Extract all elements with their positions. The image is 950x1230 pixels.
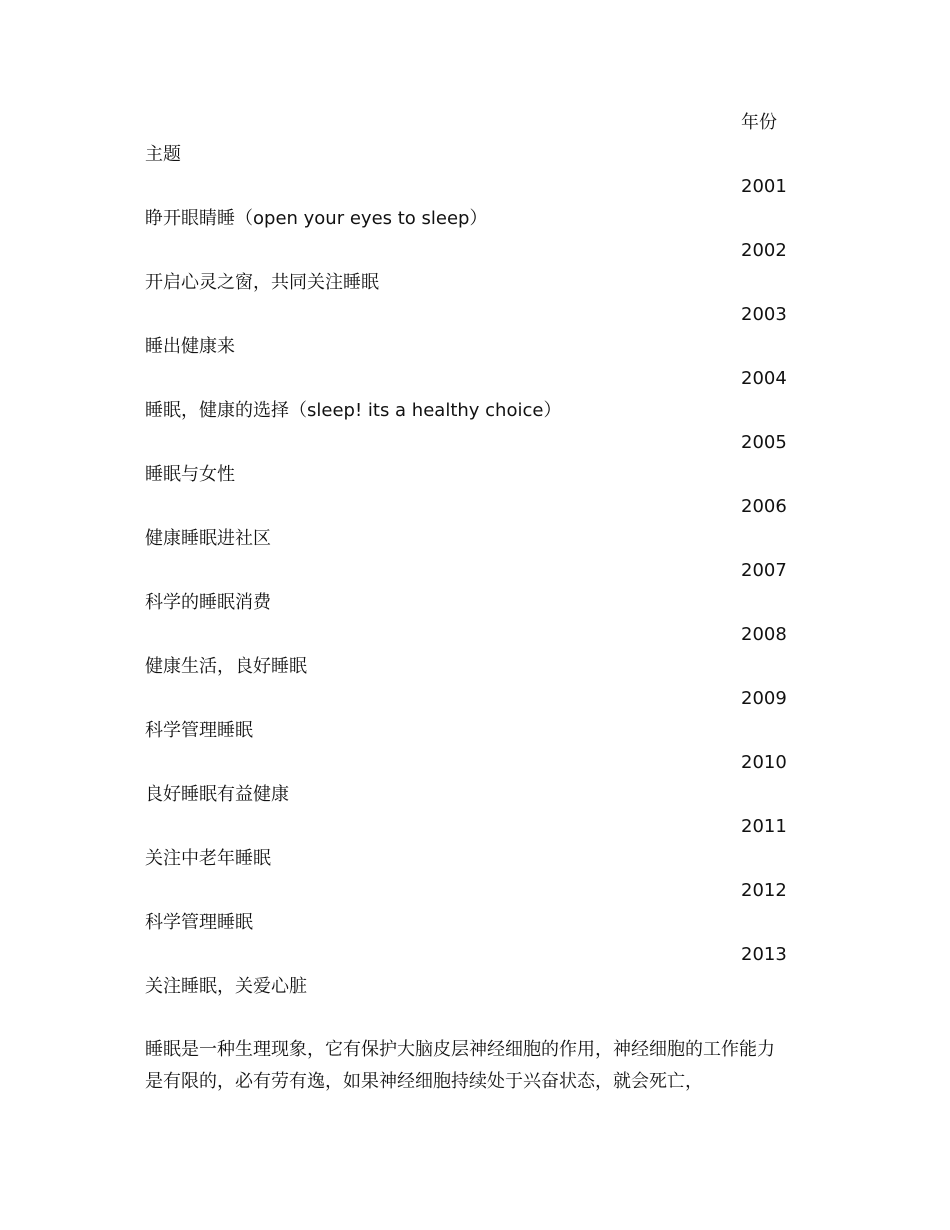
- row-year: 2009: [741, 688, 787, 709]
- row-theme: 科学管理睡眠: [145, 912, 253, 933]
- row-theme: 关注中老年睡眠: [145, 848, 271, 869]
- row-year: 2004: [741, 368, 787, 389]
- row-year: 2008: [741, 624, 787, 645]
- row-year: 2013: [741, 944, 787, 965]
- row-theme: 科学管理睡眠: [145, 720, 253, 741]
- row-year: 2010: [741, 752, 787, 773]
- row-year: 2006: [741, 496, 787, 517]
- row-theme: 健康睡眠进社区: [145, 528, 271, 549]
- row-year: 2001: [741, 176, 787, 197]
- row-year: 2012: [741, 880, 787, 901]
- header-year: 年份: [741, 112, 777, 133]
- row-theme: 睡眠与女性: [145, 464, 235, 485]
- row-year: 2005: [741, 432, 787, 453]
- row-theme: 良好睡眠有益健康: [145, 784, 289, 805]
- row-theme: 睁开眼睛睡（open your eyes to sleep）: [145, 208, 488, 229]
- row-theme: 开启心灵之窗，共同关注睡眠: [145, 272, 379, 293]
- row-year: 2011: [741, 816, 787, 837]
- header-theme: 主题: [145, 144, 181, 165]
- row-theme: 关注睡眠，关爱心脏: [145, 976, 307, 997]
- row-theme: 睡出健康来: [145, 336, 235, 357]
- row-year: 2007: [741, 560, 787, 581]
- paragraph-line: 是有限的，必有劳有逸，如果神经细胞持续处于兴奋状态，就会死亡，: [145, 1071, 703, 1092]
- row-theme: 健康生活，良好睡眠: [145, 656, 307, 677]
- row-year: 2002: [741, 240, 787, 261]
- row-theme: 睡眠，健康的选择（sleep! its a healthy choice）: [145, 400, 562, 421]
- row-year: 2003: [741, 304, 787, 325]
- paragraph-line: 睡眠是一种生理现象，它有保护大脑皮层神经细胞的作用，神经细胞的工作能力: [145, 1039, 775, 1060]
- body-paragraph: [145, 1034, 825, 1098]
- row-theme: 科学的睡眠消费: [145, 592, 271, 613]
